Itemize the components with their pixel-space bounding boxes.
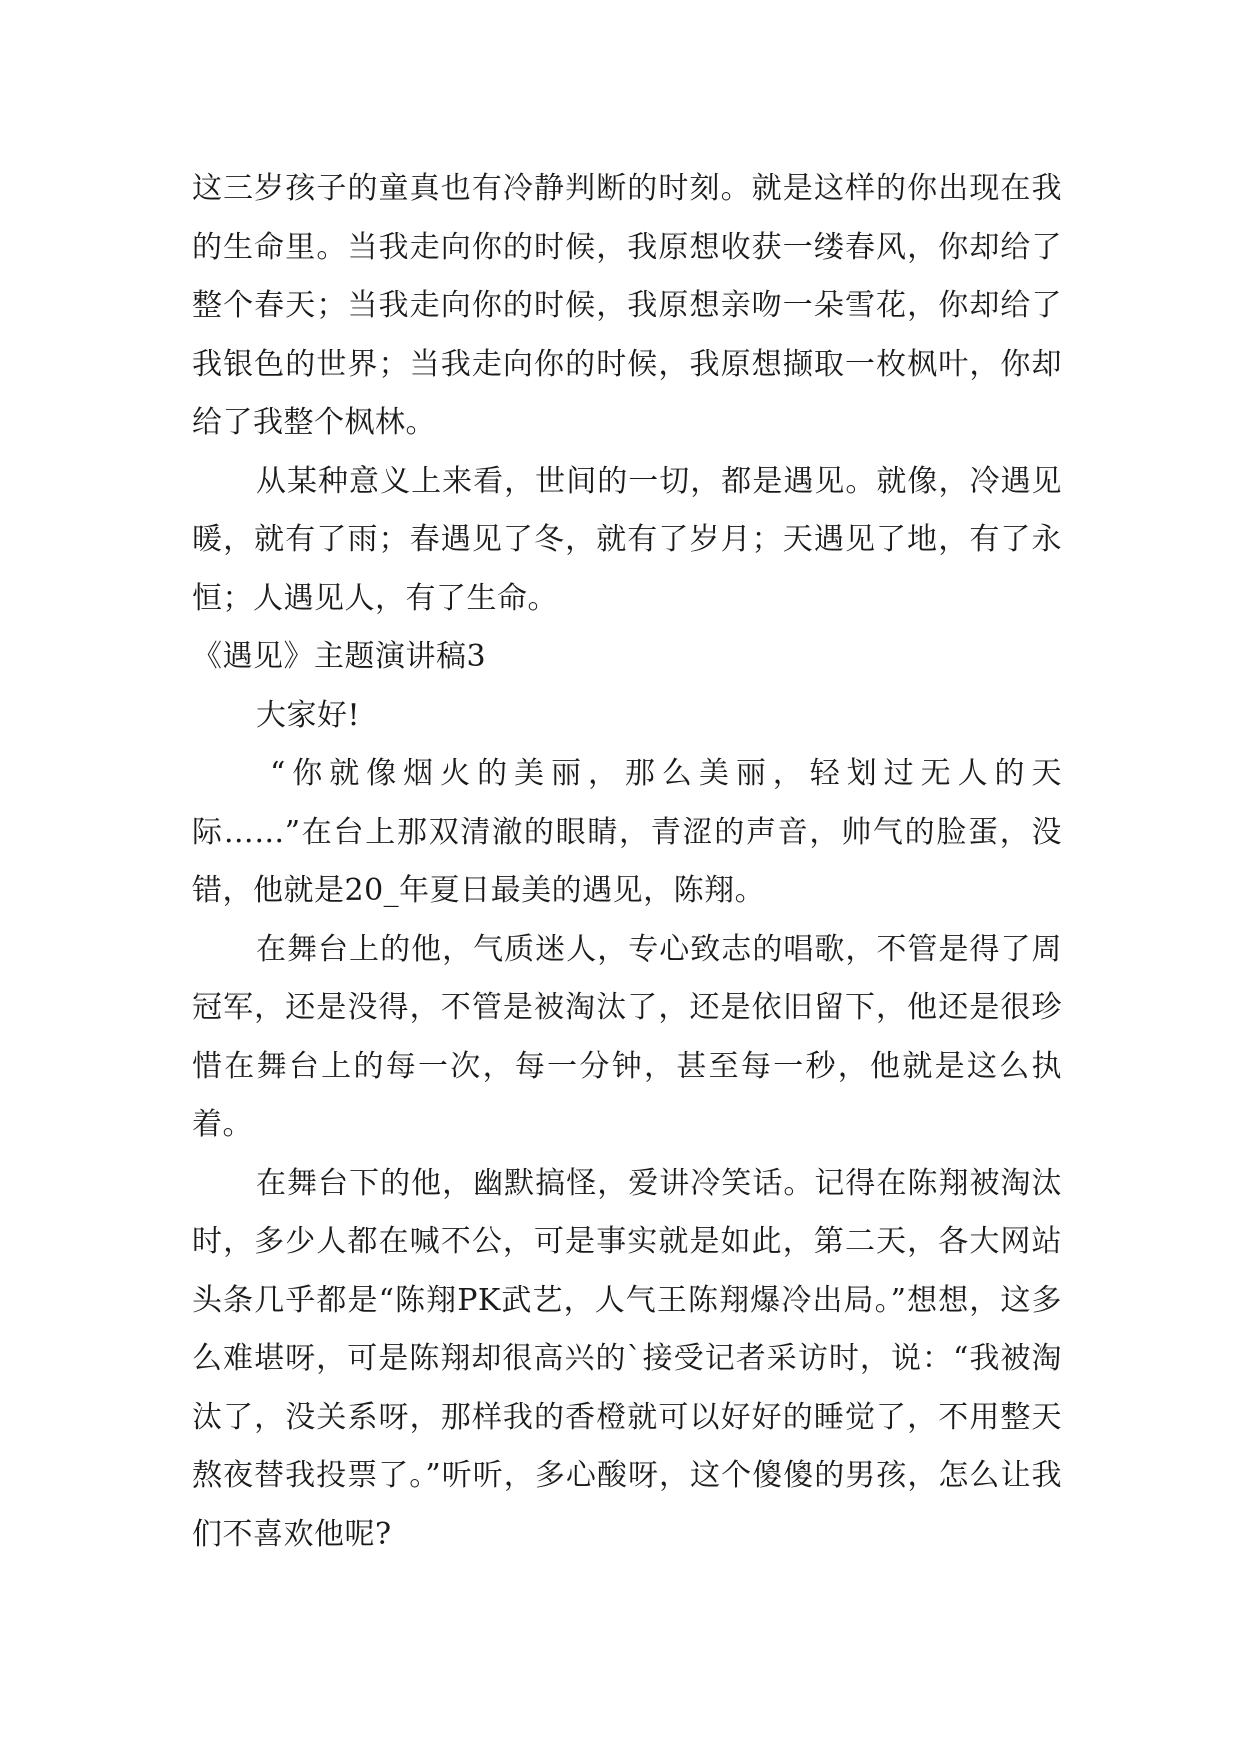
paragraph-on-stage: 在舞台上的他，气质迷人，专心致志的唱歌，不管是得了周冠军，还是没得，不管是被淘汰了，还是依旧留下，他还是很珍惜在舞台上的每一次，每一分钟，甚至每一秒，他就是这么执着。 xyxy=(192,931,1062,1142)
paragraph-off-stage: 在舞台下的他，幽默搞怪，爱讲冷笑话。记得在陈翔被淘汰时，多少人都在喊不公，可是事实就是如此，第二天，各大网站头条几乎都是“陈翔PK武艺，人气王陈翔爆冷出局。”想想，这多么难堪呀，可是陈翔却很高兴的`接受记者采访时，说：“我被淘汰了，没关系呀，那样我的香橙就可以好好的睡觉了，不用整天熬夜替我投票了。”听听，多心酸呀，这个傻傻的男孩，怎么让我们不喜欢他呢? xyxy=(192,1165,1062,1552)
section-heading: 《遇见》主题演讲稿3 xyxy=(192,639,487,674)
paragraph-encounters: 从某种意义上来看，世间的一切，都是遇见。就像，冷遇见暖，就有了雨；春遇见了冬，就有了岁月；天遇见了地，有了永恒；人遇见人，有了生命。 xyxy=(192,463,1062,616)
paragraph-continued: 这三岁孩子的童真也有冷静判断的时刻。就是这样的你出现在我的生命里。当我走向你的时候，我原想收获一缕春风，你却给了整个春天；当我走向你的时候，我原想亲吻一朵雪花，你却给了我银色的世界；当我走向你的时候，我原想撷取一枚枫叶，你却给了我整个枫林。 xyxy=(192,171,1062,440)
paragraph-lyric-quote: “你就像烟火的美丽，那么美丽，轻划过无人的天际……”在台上那双清澈的眼睛，青涩的声音，帅气的脸蛋，没错，他就是20_年夏日最美的遇见，陈翔。 xyxy=(192,756,1062,908)
document-body xyxy=(192,160,1062,1564)
paragraph-greeting: 大家好! xyxy=(256,697,361,733)
